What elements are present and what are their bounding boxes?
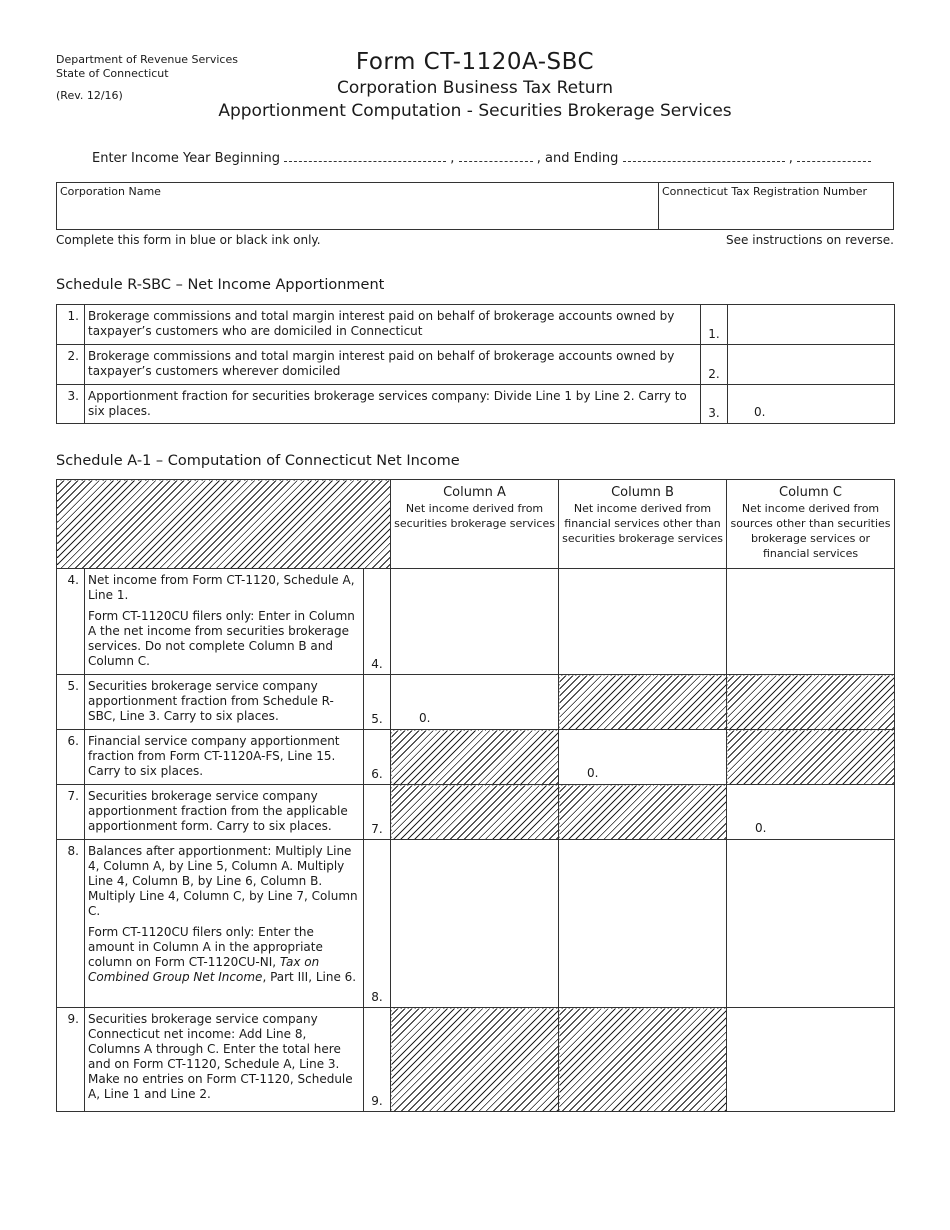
schedule-a-1-title: Schedule A-1 – Computation of Connecticut Net Income	[56, 453, 460, 469]
column-header-row	[57, 480, 895, 569]
table-row	[57, 569, 895, 675]
column-c-description: Net income derived from sources other than securities brokerage services or financial services	[730, 502, 891, 560]
hatched-cell	[391, 785, 559, 840]
line-number: 4.	[57, 569, 85, 675]
schedule-a-1-table	[56, 479, 895, 1112]
line-number: 8.	[57, 840, 85, 1008]
column-a-description: Net income derived from securities brokerage services	[394, 502, 555, 530]
line-number: 1.	[57, 305, 85, 345]
line-description: Securities brokerage service company apportionment fraction from the applicable apportionment form. Carry to six places.	[85, 785, 364, 840]
line-description: Brokerage commissions and total margin interest paid on behalf of brokerage accounts owned by taxpayer’s customers who are domiciled in Connecticut	[85, 305, 701, 345]
line-4-column-b-field[interactable]	[559, 569, 727, 675]
line-number: 2.	[57, 345, 85, 385]
table-row	[57, 840, 895, 1008]
line-8-note-post: , Part III, Line 6.	[262, 970, 357, 984]
column-a-name: Column A	[443, 485, 506, 500]
separator: ,	[450, 151, 455, 166]
beginning-year-field[interactable]	[459, 150, 533, 162]
table-row	[57, 1008, 895, 1112]
line-number: 6.	[57, 730, 85, 785]
line-reference: 5.	[364, 675, 391, 730]
hatched-cell	[727, 675, 895, 730]
line-description: Financial service company apportionment fraction from Form CT-1120A-FS, Line 15. Carry to six places.	[85, 730, 364, 785]
line-reference: 3.	[701, 385, 728, 424]
hatched-cell	[559, 785, 727, 840]
separator: ,	[788, 151, 793, 166]
line-reference: 1.	[701, 305, 728, 345]
column-b-header	[559, 480, 727, 569]
line-4-text: Net income from Form CT-1120, Schedule A, Line 1.	[88, 573, 355, 602]
table-row	[57, 785, 895, 840]
line-description	[85, 840, 364, 1008]
table-row	[57, 305, 895, 345]
line-8-note-italic: Tax on Combined Group Net Income	[88, 955, 320, 984]
ending-year-field[interactable]	[797, 150, 871, 162]
beginning-month-day-field[interactable]	[284, 150, 446, 162]
line-2-amount-field[interactable]	[728, 345, 895, 385]
line-4-column-c-field[interactable]	[727, 569, 895, 675]
income-year-ending-label: and Ending	[545, 151, 619, 166]
reverse-instruction: See instructions on reverse.	[726, 233, 894, 247]
hatched-cell	[391, 730, 559, 785]
corporation-name-field[interactable]	[57, 183, 659, 229]
line-8-column-c-field[interactable]	[727, 840, 895, 1008]
line-description	[85, 569, 364, 675]
column-a-header	[391, 480, 559, 569]
hatched-cell	[559, 675, 727, 730]
hatched-cell	[559, 1008, 727, 1112]
line-number: 5.	[57, 675, 85, 730]
ending-month-day-field[interactable]	[623, 150, 785, 162]
line-9-column-c-field[interactable]	[727, 1008, 895, 1112]
line-4-cu-note: Form CT-1120CU filers only: Enter in Column A the net income from securities brokerage services. Do not complete Column B and Column C.	[88, 609, 355, 668]
tax-registration-number-label: Connecticut Tax Registration Number	[662, 185, 868, 198]
line-reference: 6.	[364, 730, 391, 785]
table-row	[57, 730, 895, 785]
line-number: 7.	[57, 785, 85, 840]
form-title: Form CT-1120A-SBC	[355, 49, 595, 75]
table-row	[57, 385, 895, 424]
form-subtitle-2: Apportionment Computation - Securities Brokerage Services	[218, 101, 732, 121]
revision-date: (Rev. 12/16)	[56, 89, 123, 102]
line-number: 9.	[57, 1008, 85, 1112]
corporation-name-label: Corporation Name	[60, 185, 161, 198]
separator: ,	[536, 151, 541, 166]
column-c-name: Column C	[779, 485, 843, 500]
tax-registration-number-field[interactable]	[659, 183, 893, 229]
state-name: State of Connecticut	[56, 67, 169, 80]
line-reference: 4.	[364, 569, 391, 675]
column-b-description: Net income derived from financial services other than securities brokerage services	[562, 502, 723, 545]
line-6-column-b-field[interactable]: 0.	[559, 730, 727, 785]
line-8-text: Balances after apportionment: Multiply Line 4, Column A, by Line 5, Column A. Multiply Line 4, Column B, by Line 6, Column B. Multiply Line 4, Column C, by Line 7, Column C.	[88, 844, 358, 918]
line-8-cu-note	[88, 925, 359, 985]
line-5-column-a-field[interactable]: 0.	[391, 675, 559, 730]
hatched-cell	[727, 730, 895, 785]
ink-instruction: Complete this form in blue or black ink only.	[56, 233, 321, 247]
line-1-amount-field[interactable]	[728, 305, 895, 345]
line-8-column-a-field[interactable]	[391, 840, 559, 1008]
line-4-column-a-field[interactable]	[391, 569, 559, 675]
line-reference: 8.	[364, 840, 391, 1008]
line-description: Apportionment fraction for securities brokerage services company: Divide Line 1 by Line 2. Carry to six places.	[85, 385, 701, 424]
form-subtitle: Corporation Business Tax Return	[336, 78, 614, 98]
line-reference: 9.	[364, 1008, 391, 1112]
schedule-r-sbc-table	[56, 304, 895, 424]
table-row	[57, 675, 895, 730]
column-b-name: Column B	[611, 485, 674, 500]
line-description: Securities brokerage service company apportionment fraction from Schedule R-SBC, Line 3. Carry to six places.	[85, 675, 364, 730]
hatched-cell	[391, 1008, 559, 1112]
corporation-info-box	[56, 182, 894, 230]
table-row	[57, 345, 895, 385]
line-7-column-c-field[interactable]: 0.	[727, 785, 895, 840]
income-year-row	[92, 150, 871, 166]
hatched-corner	[57, 480, 391, 569]
line-description: Brokerage commissions and total margin interest paid on behalf of brokerage accounts owned by taxpayer’s customers wherever domiciled	[85, 345, 701, 385]
line-8-column-b-field[interactable]	[559, 840, 727, 1008]
line-8-note-pre: Form CT-1120CU filers only: Enter the amount in Column A in the appropriate column on Form CT-1120CU-NI,	[88, 925, 323, 969]
income-year-beginning-label: Enter Income Year Beginning	[92, 151, 281, 166]
department-name: Department of Revenue Services	[56, 53, 238, 66]
line-description: Securities brokerage service company Connecticut net income: Add Line 8, Columns A through C. Enter the total here and on Form CT-1120, Schedule A, Line 3. Make no entries on Form CT-1120, Schedule A, Line 1 and Line 2.	[85, 1008, 364, 1112]
schedule-r-sbc-title: Schedule R-SBC – Net Income Apportionment	[56, 277, 385, 293]
line-reference: 7.	[364, 785, 391, 840]
line-3-fraction-field[interactable]: 0.	[728, 385, 895, 424]
line-reference: 2.	[701, 345, 728, 385]
column-c-header	[727, 480, 895, 569]
line-number: 3.	[57, 385, 85, 424]
